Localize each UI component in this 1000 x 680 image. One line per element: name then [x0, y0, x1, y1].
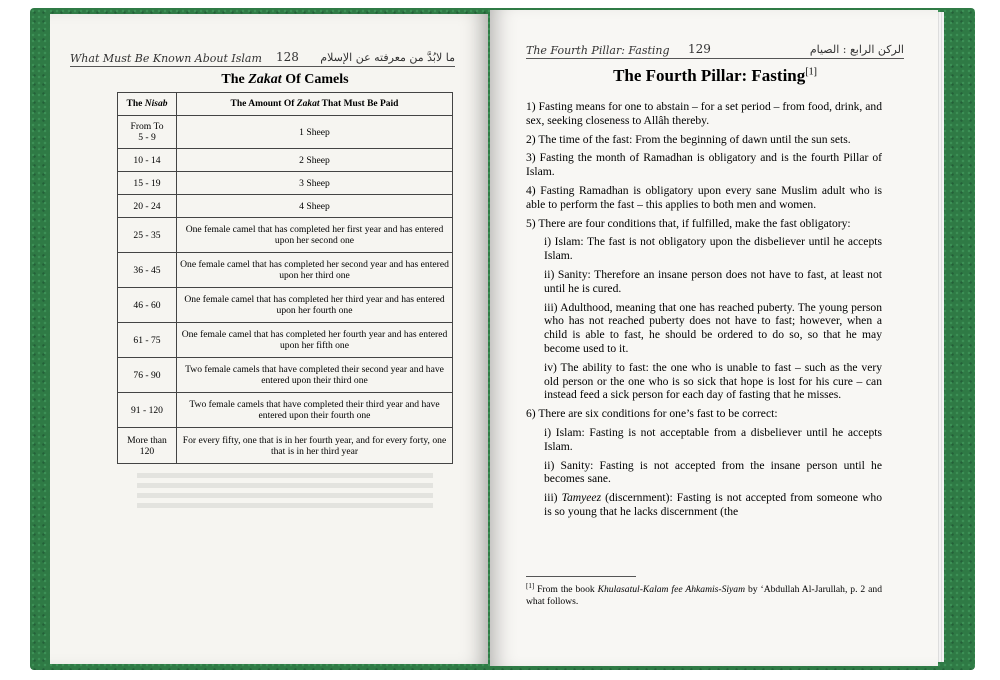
table-row: [118, 288, 453, 323]
table-row: [118, 218, 453, 253]
right-header-title: The Fourth Pillar: Fasting: [526, 44, 670, 57]
paragraph: 1) Fasting means for one to abstain – for a set period – from food, drink, and sex, seeking closeness to Allâh thereby.: [526, 100, 882, 127]
nisab-text: More than: [127, 434, 167, 446]
footnote-ref: [1]: [805, 66, 817, 78]
amount-cell: Two female camels that have completed their third year and have entered upon their fourth one: [177, 393, 453, 428]
right-header-arabic: الركن الرابع : الصيام: [809, 43, 904, 56]
footnote-pre: From the book: [534, 584, 598, 596]
col2-em: Zakat: [296, 99, 320, 109]
nisab-text: From To: [130, 121, 164, 132]
sub-paragraph: ii) Sanity: Therefore an insane person does not have to fast, at least not until he is cured.: [544, 267, 882, 295]
nisab-cell: 20 - 24: [118, 195, 177, 218]
amount-cell: 1 Sheep: [177, 116, 453, 149]
paragraph: 4) Fasting Ramadhan is obligatory upon every sane Muslim adult who is able to perform the fast – this applies to both men and women.: [526, 183, 882, 211]
body-text: [526, 100, 882, 524]
nisab-cell: 91 - 120: [118, 393, 177, 428]
footnote: [526, 580, 882, 608]
table-row: [118, 393, 453, 428]
sub-paragraph: [544, 491, 882, 519]
col-header-amount: [177, 93, 453, 116]
left-header-title: What Must Be Known About Islam: [70, 52, 262, 65]
table-row: [118, 116, 453, 149]
paragraph: 5) There are four conditions that, if fulfilled, make the fast obligatory:: [526, 216, 851, 230]
col2-post: That Must Be Paid: [319, 99, 399, 109]
amount-cell: Two female camels that have completed their second year and have entered upon their third one: [177, 358, 453, 393]
nisab-cell: 25 - 35: [118, 218, 177, 253]
nisab-cell: 15 - 19: [118, 172, 177, 195]
left-page-number: 128: [276, 50, 299, 64]
amount-cell: 4 Sheep: [177, 195, 453, 218]
nisab-cell: 46 - 60: [118, 288, 177, 323]
footnote-rule: [526, 576, 636, 577]
col1-pre: The: [126, 99, 145, 109]
table-row: [118, 428, 453, 464]
nisab-cell: [118, 428, 177, 464]
table-header-row: [118, 93, 453, 116]
table-row: [118, 358, 453, 393]
amount-cell: One female camel that has completed her third year and has entered upon her fourth one: [177, 288, 453, 323]
right-page-number: 129: [688, 42, 711, 56]
nisab-cell: 36 - 45: [118, 253, 177, 288]
nisab-text-2: 5 - 9: [138, 132, 156, 143]
footnote-mark: [1]: [526, 582, 535, 590]
sub-paragraph: i) Islam: Fasting is not acceptable from a disbeliever until he accepts Islam.: [544, 425, 882, 453]
amount-cell: One female camel that has completed her first year and has entered upon her second one: [177, 218, 453, 253]
show-through-text: [117, 468, 453, 514]
col1-em: Nisab: [144, 99, 168, 109]
amount-cell: One female camel that has completed her second year and has entered upon her third one: [177, 253, 453, 288]
col-header-nisab: [118, 93, 177, 116]
paragraph: 6) There are six conditions for one’s fast to be correct:: [526, 407, 778, 421]
amount-cell: 2 Sheep: [177, 149, 453, 172]
nisab-cell: [118, 116, 177, 149]
amount-cell: One female camel that has completed her fourth year and has entered upon her fifth one: [177, 323, 453, 358]
left-header-arabic: ما لابُدَّ من معرفته عن الإسلام: [320, 51, 455, 64]
p6iii-pre: iii): [544, 491, 562, 505]
p6iii-em: Tamyeez: [561, 491, 602, 505]
footnote-post: by ‘Abdullah Al-Jarullah, p. 2 and what follows.: [526, 584, 882, 608]
table-title-pre: The: [221, 72, 249, 87]
right-running-header: [526, 44, 904, 59]
table-title: [118, 72, 452, 88]
paragraph: 2) The time of the fast: From the beginning of dawn until the sun sets.: [526, 132, 851, 146]
zakat-table: [117, 92, 453, 464]
chapter-title: [526, 66, 904, 86]
col2-pre: The Amount Of: [230, 99, 297, 109]
nisab-cell: 10 - 14: [118, 149, 177, 172]
nisab-cell: 61 - 75: [118, 323, 177, 358]
table-title-post: Of Camels: [281, 72, 349, 87]
sub-paragraph: ii) Sanity: Fasting is not accepted from the insane person until he becomes sane.: [544, 458, 882, 486]
table-row: [118, 172, 453, 195]
p6iii-post: (discernment): Fasting is not accepted from someone who is so young that he lacks discernment (the: [544, 491, 882, 518]
table-row: [118, 323, 453, 358]
chapter-title-text: The Fourth Pillar: Fasting: [613, 66, 806, 85]
table-row: [118, 149, 453, 172]
paragraph: 3) Fasting the month of Ramadhan is obligatory and is the fourth Pillar of Islam.: [526, 151, 882, 179]
table-row: [118, 195, 453, 218]
nisab-text-2: 120: [139, 445, 155, 457]
amount-cell: For every fifty, one that is in her fourth year, and for every forty, one that is in her third year: [177, 428, 453, 464]
footnote-book: Khulasatul-Kalam fee Ahkamis-Siyam: [597, 584, 746, 596]
nisab-cell: 76 - 90: [118, 358, 177, 393]
table-title-em: Zakat: [248, 72, 282, 87]
sub-paragraph: i) Islam: The fast is not obligatory upon the disbeliever until he accepts Islam.: [544, 235, 882, 263]
left-running-header: [70, 52, 455, 67]
sub-paragraph: iv) The ability to fast: the one who is unable to fast – such as the very old person or the one who is so sick that hope is lost for his cure – can instead feed a sick person for each day of fasting that he misses.: [544, 360, 882, 402]
sub-paragraph: iii) Adulthood, meaning that one has reached puberty. The young person who has not reached puberty does not have to fast; however, when a child is able to fast, he should be ordered to do so, so that he may become used to it.: [544, 300, 882, 355]
table-row: [118, 253, 453, 288]
amount-cell: 3 Sheep: [177, 172, 453, 195]
